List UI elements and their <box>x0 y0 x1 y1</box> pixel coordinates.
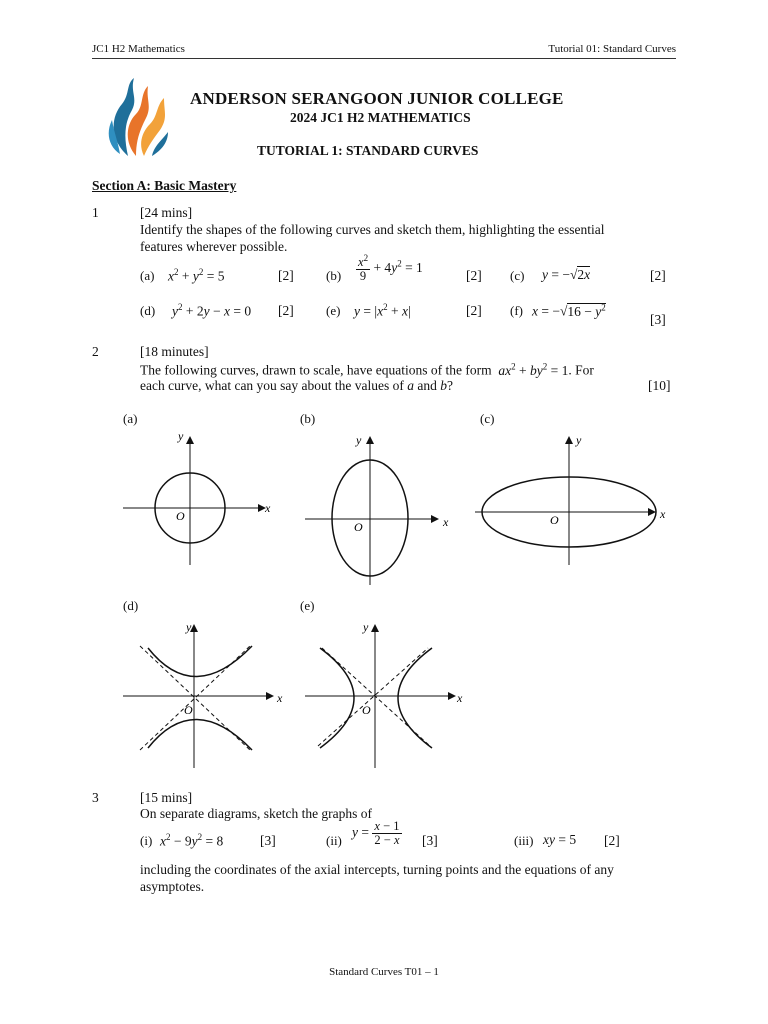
q1b-label: (b) <box>326 268 342 283</box>
tutorial-title: TUTORIAL 1: STANDARD CURVES <box>257 143 479 158</box>
q1b-marks: [2] <box>466 268 482 283</box>
q1b-equation: $\frac{x^2}{9}$ + $4y^2 = 1$ <box>358 253 423 284</box>
section-a-heading: Section A: Basic Mastery <box>92 178 237 193</box>
q1e-marks: [2] <box>466 303 482 318</box>
q2-line2: each curve, what can you say about the values of a and b? <box>140 378 454 393</box>
fig-e-origin: O <box>362 703 371 717</box>
header-rule <box>92 58 676 59</box>
q1c-label: (c) <box>510 268 525 283</box>
q3-time: [15 mins] <box>140 790 193 805</box>
q1a-label: (a) <box>140 268 155 283</box>
fig-a-label: (a) <box>123 411 138 426</box>
q3i-marks: [3] <box>260 833 276 848</box>
q1a-marks: [2] <box>278 268 294 283</box>
fig-c-x-label: x <box>660 507 666 521</box>
fig-e-hyperbola-graph <box>300 618 470 778</box>
fig-e-y-label: y <box>363 620 369 634</box>
fig-b-y-label: y <box>356 433 362 447</box>
q1f-marks: [3] <box>650 312 666 327</box>
fig-c-origin: O <box>550 513 559 527</box>
q1f-equation: $x = -√16 - y^2$ <box>532 302 606 319</box>
college-logo <box>106 76 172 158</box>
q1-line1: Identify the shapes of the following curves and sketch them, highlighting the essential <box>140 222 605 237</box>
college-name: ANDERSON SERANGOON JUNIOR COLLEGE <box>190 89 564 108</box>
q2-number: 2 <box>92 344 99 359</box>
fig-e-label: (e) <box>300 598 315 613</box>
course-subtitle: 2024 JC1 H2 MATHEMATICS <box>290 110 471 125</box>
q2-time: [18 minutes] <box>140 344 209 359</box>
q3iii-label: (iii) <box>514 833 534 848</box>
q3i-equation: $x^2 - 9y^2 = 8$ <box>160 832 224 849</box>
q3iii-equation: xy = 5 <box>543 832 577 847</box>
q1e-equation: $y = |x^2 + x|$ <box>354 302 411 319</box>
fig-a-y-label: y <box>178 430 184 443</box>
fig-a-x-label: x <box>265 501 271 515</box>
q1-time: [24 mins] <box>140 205 193 220</box>
q3-line3: asymptotes. <box>140 879 205 894</box>
q1d-marks: [2] <box>278 303 294 318</box>
q1f-label: (f) <box>510 303 523 318</box>
fig-c-label: (c) <box>480 411 495 426</box>
q2-marks: [10] <box>648 378 671 393</box>
fig-c-ellipse-graph <box>470 430 670 570</box>
fig-b-label: (b) <box>300 411 316 426</box>
fig-d-x-label: x <box>277 691 283 705</box>
q1-number: 1 <box>92 205 99 220</box>
header-right: Tutorial 01: Standard Curves <box>548 43 676 55</box>
q1c-marks: [2] <box>650 268 666 283</box>
q1-line2: features wherever possible. <box>140 239 288 254</box>
fig-a-circle-graph <box>118 430 278 570</box>
fig-b-ellipse-graph <box>300 430 460 590</box>
q3i-label: (i) <box>140 833 153 848</box>
fig-d-hyperbola-graph <box>118 618 288 778</box>
q1c-equation: y = −√2x <box>542 267 591 282</box>
q1a-equation: $x^2 + y^2 = 5$ <box>168 267 225 284</box>
q1e-label: (e) <box>326 303 341 318</box>
q3-line1: On separate diagrams, sketch the graphs of <box>140 806 373 821</box>
q3-number: 3 <box>92 790 99 805</box>
fig-a-origin: O <box>176 509 185 523</box>
page-footer: Standard Curves T01 – 1 <box>329 966 439 978</box>
q2-line1: The following curves, drawn to scale, have equations of the form $ax^2 + by^2 = 1$. For <box>140 361 594 378</box>
fig-e-x-label: x <box>457 691 463 705</box>
fig-c-y-label: y <box>576 433 582 447</box>
q3ii-equation: y = $\frac{x - 1}{2 - x}$ <box>352 819 400 848</box>
fig-b-origin: O <box>354 520 363 534</box>
q1d-label: (d) <box>140 303 156 318</box>
fig-d-origin: O <box>184 703 193 717</box>
q3ii-label: (ii) <box>326 833 342 848</box>
q1d-equation: $y^2 + 2y - x = 0$ <box>172 302 252 319</box>
q3iii-marks: [2] <box>604 833 620 848</box>
fig-d-label: (d) <box>123 598 139 613</box>
fig-d-y-label: y <box>186 620 192 634</box>
fig-b-x-label: x <box>443 515 449 529</box>
q3ii-marks: [3] <box>422 833 438 848</box>
q3-line2: including the coordinates of the axial intercepts, turning points and the equations of any <box>140 862 614 877</box>
header-left: JC1 H2 Mathematics <box>92 43 185 55</box>
